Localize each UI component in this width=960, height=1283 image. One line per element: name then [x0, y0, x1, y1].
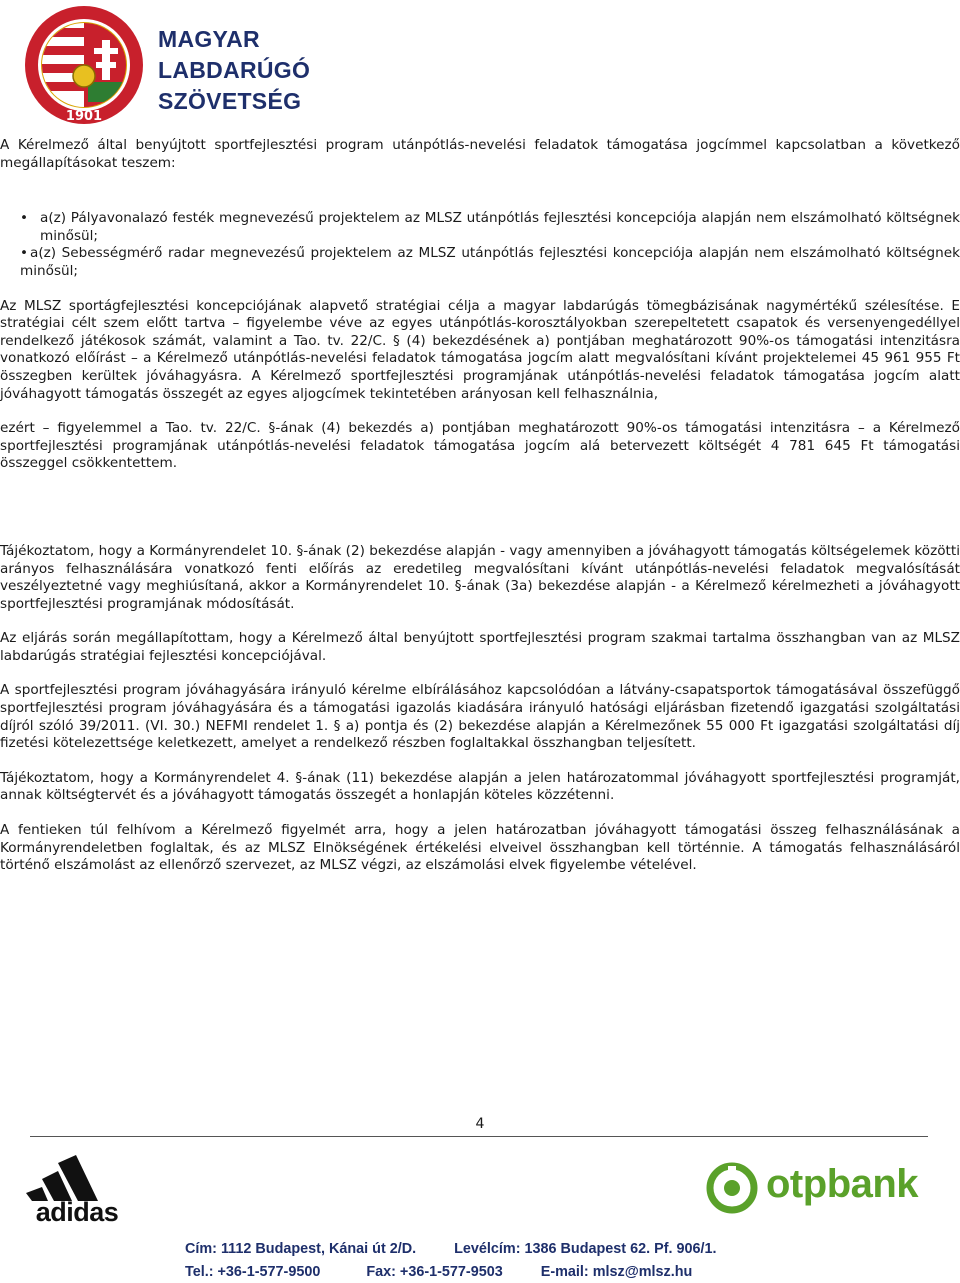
- brand-line-3: SZÖVETSÉG: [158, 88, 302, 114]
- brand-line-1: MAGYAR: [158, 26, 260, 52]
- otp-emblem-icon: [706, 1162, 758, 1214]
- page-number: 4: [475, 1116, 485, 1132]
- footer-email[interactable]: E-mail: mlsz@mlsz.hu: [540, 1264, 693, 1280]
- otp-logo: [706, 1160, 936, 1212]
- adidas-logo: [22, 1153, 132, 1225]
- adidas-stripes-icon: [22, 1153, 132, 1203]
- brand-line-2: LABDARÚGÓ: [158, 57, 311, 83]
- paragraph-consistency: Az eljárás során megállapítottam, hogy a Kérelmező által benyújtott sportfejlesztési program szakmai tartalma összhangban van az MLSZ labdarúgás stratégiai fejlesztési koncepciójával.: [0, 630, 960, 664]
- crest-year: 1901: [65, 109, 103, 124]
- mlsz-logo: [22, 4, 312, 126]
- mlsz-crest-icon: [22, 4, 146, 126]
- footer-line-1: [185, 1241, 717, 1257]
- brand-name: [158, 24, 310, 117]
- list-item: [0, 245, 960, 280]
- footer-phone: Tel.: +36-1-577-9500: [185, 1264, 321, 1280]
- list-item-text: a(z) Sebességmérő radar megnevezésű projektelem az MLSZ utánpótlás fejlesztési koncepciója alapján nem elszámolható költségnek minősül;: [20, 245, 960, 279]
- adidas-wordmark: adidas: [35, 1197, 119, 1227]
- footer-fax: Fax: +36-1-577-9503: [366, 1264, 503, 1280]
- bullet-icon: •: [20, 245, 29, 262]
- paragraph-publication: Tájékoztatom, hogy a Kormányrendelet 4. §-ának (11) bekezdése alapján a jelen határozatommal jóváhagyott sportfejlesztési programját, annak költségtervét és a jóváhagyott támogatás összegét a honlapján köteles közzétenni.: [0, 769, 960, 804]
- footer-line-2: [185, 1264, 692, 1280]
- document-body: [0, 137, 960, 875]
- paragraph-intro: A Kérelmező által benyújtott sportfejlesztési program utánpótlás-nevelési feladatok támogatása jogcímmel kapcsolatban a következő megállapításokat teszem:: [0, 137, 960, 171]
- paragraph-reduction: ezért – figyelemmel a Tao. tv. 22/C. §-ának (4) bekezdés a) pontjában meghatározott 90%-os támogatási intenzitásra – a Kérelmező sportfejlesztési programjának utánpótlás-nevelési feladatok támogatása jogcím alá betervezett költségét 4 781 645 Ft támogatási összeggel csökkentettem.: [0, 420, 960, 472]
- paragraph-strategy: Az MLSZ sportágfejlesztési koncepciójának alapvető stratégiai célja a magyar labdarúgás tömegbázisának nagymértékű szélesítése. E stratégiai célt szem előtt tartva – figyelembe véve az egyes utánpótlás-korosztályokban szerepeltetett csapatok és versenyengedéllyel rendelkező játékosok számát, valamint a Tao. tv. 22/C. § (4) bekezdésének a) pontjában meghatározott 90%-os támogatási intenzitásra vonatkozó előírást – a Kérelmező utánpótlás-nevelési feladatok támogatása jogcím alatt megvalósítani kívánt projektelemei 45 961 955 Ft összegben kerültek jóváhagyásra. A Kérelmező sportfejlesztési programjának utánpótlás-nevelési feladatok támogatása jogcím alatt jóváhagyott támogatás összegét az egyes aljogcímek tekintetében arányosan kell felhasználnia,: [0, 297, 960, 402]
- footer-mail-address: Levélcím: 1386 Budapest 62. Pf. 906/1.: [454, 1241, 717, 1257]
- paragraph-fee: A sportfejlesztési program jóváhagyására irányuló kérelme elbírálásához kapcsolódóan a látvány-csapatsportok támogatásával összefüggő sportfejlesztési program jóváhagyására és a támogatási igazolás kiadására irányuló hatósági eljárásban fizetendő igazgatási szolgáltatási díjról szóló 39/2011. (VI. 30.) NEFMI rendelet 1. § a) pontja és (2) bekezdése alapján a Kérelmezőnek 55 000 Ft igazgatási szolgáltatási díj fizetési kötelezettsége keletkezett, amelyet a rendelkező részben foglaltakkal összhangban teljesített.: [0, 682, 960, 752]
- paragraph-closing: A fentieken túl felhívom a Kérelmező figyelmét arra, hogy a jelen határozatban jóváhagyott támogatási összeg felhasználásának a Kormányrendeletben foglaltak, és az MLSZ Elnökségének értékelési elveivel összhangban kell történnie. A támogatás felhasználásáról történő elszámolást az ellenőrző szervezet, az MLSZ végzi, az elszámolási elvek figyelembe vételével.: [0, 822, 960, 874]
- otp-wordmark: otpbank: [766, 1162, 919, 1206]
- paragraph-notice: Tájékoztatom, hogy a Kormányrendelet 10. §-ának (2) bekezdése alapján - vagy amennyiben a jóváhagyott támogatás költségelemek közötti arányos felhasználására vonatkozó fenti előírás az eredetileg megvalósítani kívánt utánpótlás-nevelési feladatok megvalósítását veszélyeztetné vagy meghiúsítaná, akkor a Kormányrendelet 10. §-ának (3a) bekezdése alapján - a Kérelmező kérelmezheti a jóváhagyott sportfejlesztési programjának módosítását.: [0, 542, 960, 612]
- list-item-text: a(z) Pályavonalazó festék megnevezésű projektelem az MLSZ utánpótlás fejlesztési koncepciója alapján nem elszámolható költségnek minősül;: [40, 210, 960, 244]
- list-item: [0, 210, 960, 245]
- footer-address: Cím: 1112 Budapest, Kánai út 2/D.: [185, 1241, 417, 1257]
- footer-divider: [30, 1136, 928, 1137]
- bullet-icon: •: [20, 210, 29, 227]
